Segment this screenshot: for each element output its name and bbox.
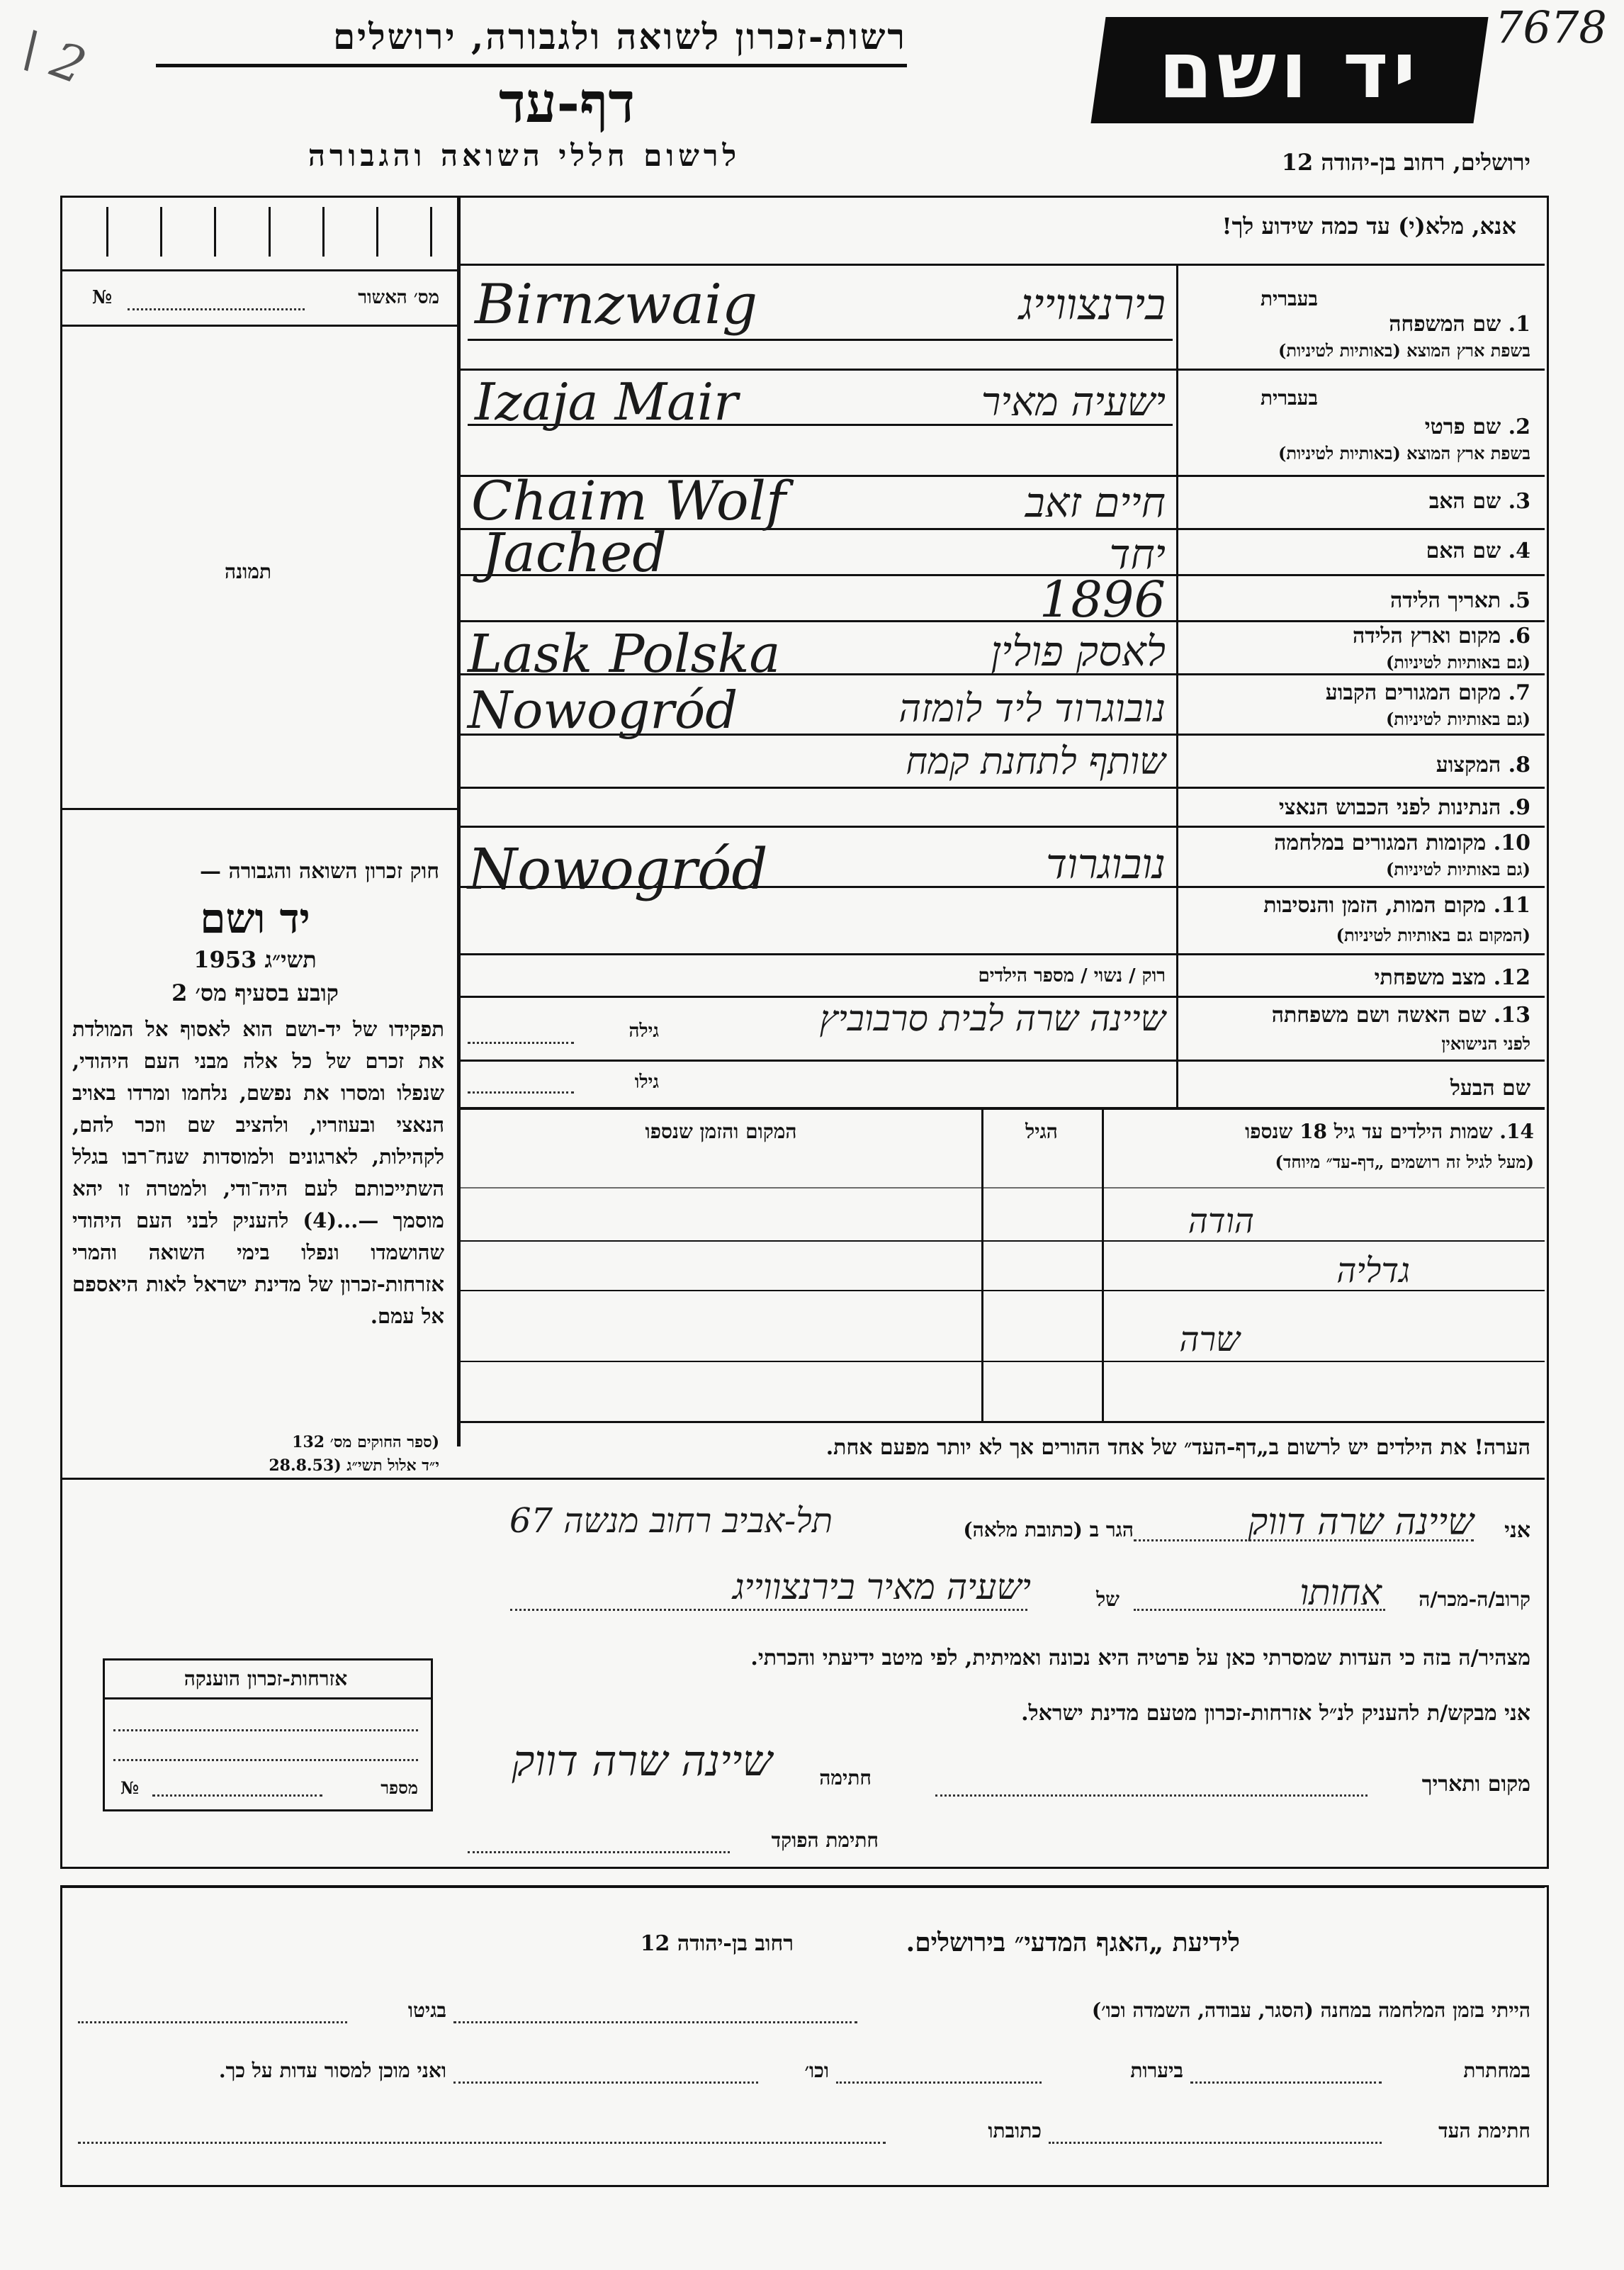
decl-signature-label: חתימה xyxy=(819,1766,872,1789)
footer-line2-b: ביערות xyxy=(1130,2059,1183,2082)
footer-line3-a: חתימת העד xyxy=(1438,2119,1530,2142)
footer-line2-c: וכו׳ xyxy=(804,2059,829,2082)
field4-label: 4. שם האם xyxy=(1426,539,1530,563)
field9-label: 9. הנתינות לפני הכבוש הנאצי xyxy=(1278,795,1530,820)
field2-sub: בשפת ארץ המוצא (באותיות לטיניות) xyxy=(1278,443,1530,463)
child-1: הודה xyxy=(1188,1201,1254,1241)
field6-label: 6. מקום וארץ הלידה xyxy=(1352,624,1530,648)
decl-declarant: שיינה שרה דווק xyxy=(1248,1501,1474,1544)
corner-mark: \ 2 xyxy=(13,19,94,96)
children-col-age: הגיל xyxy=(1025,1120,1058,1143)
decl-signature: שיינה שרה דווק xyxy=(512,1736,772,1786)
field5-label: 5. תאריך הלידה xyxy=(1390,588,1530,613)
field1-sub: בשפת ארץ המוצא (באותיות לטיניות) xyxy=(1278,340,1530,361)
authority-title: רשות-זכרון לשואה ולגבורה, ירושלים xyxy=(332,16,907,57)
photo-label: תמונה xyxy=(224,560,272,583)
field12-options: רוק / נשוי / מספר הילדים xyxy=(978,965,1166,987)
field11-sub: (המקום גם באותיות לטיניות) xyxy=(1336,925,1530,945)
field2-latin: Izaja Mair xyxy=(475,372,738,432)
approval-boxes xyxy=(106,207,432,257)
field3-hebrew: חיים זאב xyxy=(1025,478,1166,527)
field10-latin: Nowogród xyxy=(468,836,768,902)
decl-request: אני מבקש/ת להעניק לנ״ל אזרחות-זכרון מטעם מדינת ישראל. xyxy=(1021,1701,1530,1726)
citizenship-number-label: מספר xyxy=(380,1777,418,1798)
decl-relation-label: קרוב/ה-מכר/ה xyxy=(1419,1588,1530,1611)
decl-of-name: ישעיה מאיר בירנצווייג xyxy=(733,1566,1031,1607)
husband-label: שם הבעל xyxy=(1450,1076,1530,1101)
field7-sub: (גם באותיות לטיניות) xyxy=(1385,709,1530,729)
field7-label: 7. מקום המגורים הקבוע xyxy=(1325,680,1530,705)
footer-line3-b: כתובתו xyxy=(988,2119,1042,2142)
field1-tag: בעברית xyxy=(1260,287,1318,310)
law-body: תפקידו של יד-ושם הוא לאסוף אל המולדת את זכרם של כל אלה מבני העם היהודי, שנפלו ומסרו את נפשם, נלחמו ומרדו באויב הנאצי ובעוזריו, ולהציב שם וזכר להם, לקהילות, לארגונים ולמוסדות שנח־רבו בגלל השתייכותם לעם היה־ודי, ולמטרה זו יהא מוסמך —...(4) להעניק לבני העם היהודי שהושמדו ונפלו בימי השואה והמרי אזרחות-זכרון של מדינת ישראל לאות היאספם אל עמם. xyxy=(72,1017,444,1328)
footer-line2-a: במחתרת xyxy=(1463,2059,1530,2082)
footer-line1-b: בגיטו xyxy=(407,1999,446,2022)
field1-label: 1. שם המשפחה xyxy=(1389,312,1530,337)
decl-statement: מצהיר/ה בזה כי העדות שמסרתי כאן על פרטיה היא נכונה ואמיתית, לפי מיטב ידיעתי והכרתי. xyxy=(750,1646,1530,1670)
field11-label: 11. מקום המות, הזמן והנסיבות xyxy=(1263,893,1530,918)
field4-hebrew: יחד xyxy=(1109,530,1166,578)
corner-note: 7678 xyxy=(1495,1,1607,53)
decl-of-label: של xyxy=(1096,1588,1120,1611)
children-col-place: המקום והזמן שנספו xyxy=(645,1120,797,1143)
children-note: הערה! את הילדים יש לרשום ב„דף-העד״ של אחד ההורים אך לא יותר מפעם אחת. xyxy=(825,1435,1530,1460)
approval-label: מס׳ האשור xyxy=(358,287,439,308)
decl-i-label: אני xyxy=(1504,1518,1530,1543)
decl-relation: אחותו xyxy=(1299,1572,1382,1613)
children-title: 14. שמות הילדים עד גיל 18 שנספו xyxy=(1245,1120,1534,1143)
field13-age-label: גילה xyxy=(628,1021,659,1042)
address: ירושלים, רחוב בן-יהודה 12 xyxy=(1281,149,1530,176)
child-3: שרה xyxy=(1179,1320,1240,1359)
field1-latin: Birnzwaig xyxy=(475,273,758,337)
field2-hebrew: ישעיה מאיר xyxy=(981,379,1166,425)
field7-latin: Nowogród xyxy=(468,680,738,740)
field6-hebrew: לאסק פולין xyxy=(991,627,1166,675)
field1-hebrew: בירנצווייג xyxy=(1018,280,1166,330)
law-ref-1: (ספר החוקים מס׳ 132 xyxy=(292,1433,439,1451)
yad-vashem-logo: יד ושם xyxy=(1090,17,1488,123)
form-subtitle: לרשום חללי השואה והגבורה xyxy=(308,138,741,173)
decl-officer-label: חתימת הפוקד xyxy=(771,1828,879,1852)
field7-hebrew: נובוגרוד ליד לומזה xyxy=(898,686,1166,731)
field13-sub: לפני הנישואין xyxy=(1441,1033,1530,1054)
law-title: חוק זכרון השואה והגבורה — xyxy=(200,859,439,884)
law-year: תשי״ג 1953 xyxy=(193,946,317,973)
field5-value: 1896 xyxy=(1039,571,1166,629)
decl-address: תל-אביב רחוב מנשה 67 xyxy=(509,1501,833,1541)
field13-hebrew: שיינה שרה לבית סרבוביץ xyxy=(819,998,1166,1039)
instruction: אנא, מלא(י) עד כמה שידוע לך! xyxy=(1222,213,1516,240)
form-title: דף-עד xyxy=(499,71,635,135)
citizenship-box-title: אזרחות-זכרון הוענקה xyxy=(184,1667,348,1690)
field3-label: 3. שם האב xyxy=(1428,489,1530,514)
field12-label: 12. מצב משפחתי xyxy=(1374,965,1530,990)
approval-number-sign: № xyxy=(92,287,113,308)
field10-label: 10. מקומות המגורים במלחמה xyxy=(1274,831,1530,855)
law-name: יד ושם xyxy=(200,894,310,943)
footer-line2-d: ואני מוכן למסור עדות על כך. xyxy=(218,2059,446,2082)
field2-tag: בעברית xyxy=(1260,386,1318,410)
husband-age-label: גילו xyxy=(634,1072,659,1093)
field13-label: 13. שם האשה ושם משפחתה xyxy=(1271,1003,1530,1028)
field6-sub: (גם באותיות לטיניות) xyxy=(1385,652,1530,673)
footer-line1-a: הייתי בזמן המלחמה במחנה (הסגר, עבודה, השמדה וכו׳) xyxy=(1091,1999,1530,2022)
field4-latin: Jached xyxy=(482,521,667,584)
field2-label: 2. שם פרטי xyxy=(1424,415,1530,439)
field6-latin: Lask Polska xyxy=(468,624,781,685)
field10-hebrew: נובוגרוד xyxy=(1046,840,1166,888)
law-ref-2: י״ד אלול תשי״ג (28.8.53 xyxy=(269,1456,439,1475)
law-section: קובע בסעיף מס׳ 2 xyxy=(171,979,339,1006)
decl-place-date-label: מקום ותאריך xyxy=(1421,1772,1530,1797)
field8-label: 8. המקצוע xyxy=(1436,753,1530,777)
footer-title: לידיעת „האגף המדעי״ בירושלים. xyxy=(906,1928,1240,1957)
children-subtitle: (מעל לגיל זה רושמים „דף-עד״ מיוחד) xyxy=(1275,1152,1534,1172)
child-2: גדליה xyxy=(1336,1251,1410,1291)
footer-address: רחוב בן-יהודה 12 xyxy=(640,1931,794,1956)
field8-hebrew: שותף לתחנת קמח xyxy=(906,741,1166,783)
citizenship-number-sign: № xyxy=(120,1777,140,1798)
field3-latin: Chaim Wolf xyxy=(471,469,786,532)
field10-sub: (גם באותיות לטיניות) xyxy=(1385,859,1530,880)
decl-lives-label: הגר ב (כתובת מלאה) xyxy=(963,1518,1134,1541)
